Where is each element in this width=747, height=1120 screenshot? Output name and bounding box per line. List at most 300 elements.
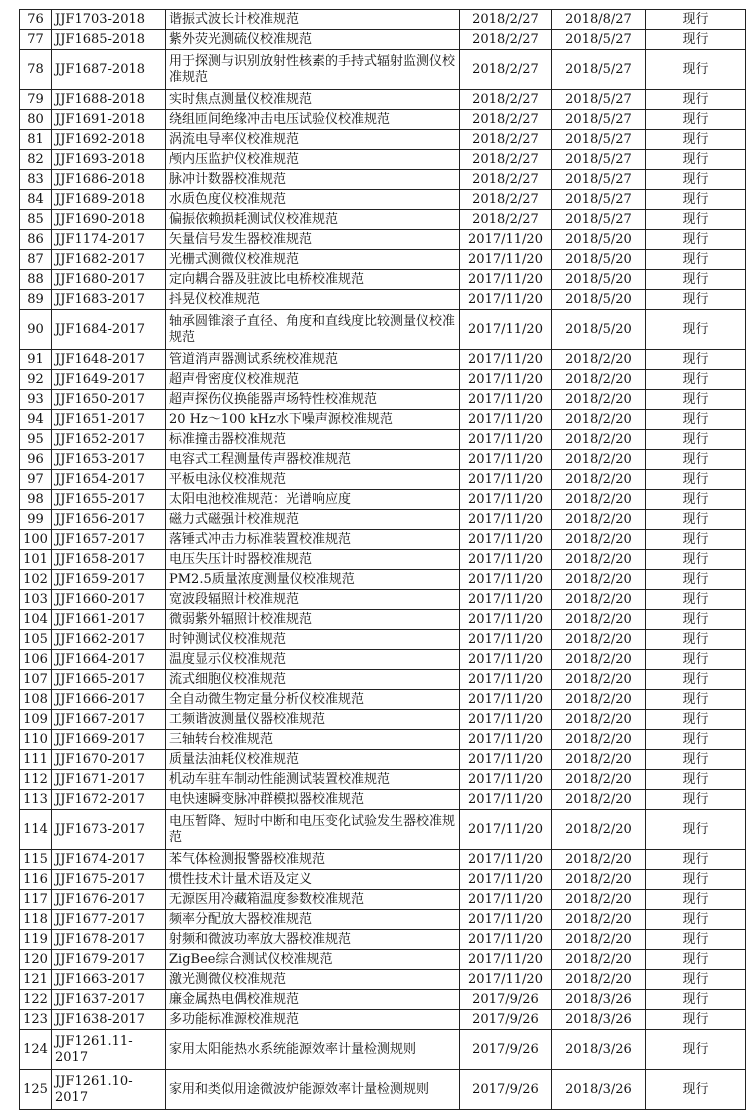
effective-date: 2018/2/20 xyxy=(552,970,646,990)
standard-name: 微弱紫外辐照计校准规范 xyxy=(166,610,460,630)
table-row xyxy=(20,650,746,670)
standard-name: 超声探伤仪换能器声场特性校准规范 xyxy=(166,390,460,410)
publish-date: 2017/11/20 xyxy=(460,730,552,750)
effective-date: 2018/2/20 xyxy=(552,410,646,430)
standard-name: 水质色度仪校准规范 xyxy=(166,190,460,210)
status-cell: 现行 xyxy=(646,410,746,430)
effective-date: 2018/2/20 xyxy=(552,630,646,650)
standard-name: 温度显示仪校准规范 xyxy=(166,650,460,670)
table-row xyxy=(20,30,746,50)
publish-date: 2017/11/20 xyxy=(460,250,552,270)
status-cell: 现行 xyxy=(646,710,746,730)
standard-name: 电压暂降、短时中断和电压变化试验发生器校准规范 xyxy=(166,810,460,850)
standard-name: 惯性技术计量术语及定义 xyxy=(166,870,460,890)
standard-code: JJF1661-2017 xyxy=(52,610,166,630)
publish-date: 2017/11/20 xyxy=(460,610,552,630)
standard-name: 绕组匝间绝缘冲击电压试验仪校准规范 xyxy=(166,110,460,130)
publish-date: 2017/11/20 xyxy=(460,930,552,950)
effective-date: 2018/3/26 xyxy=(552,1010,646,1030)
standard-code: JJF1675-2017 xyxy=(52,870,166,890)
row-number: 111 xyxy=(20,750,52,770)
standard-code: JJF1703-2018 xyxy=(52,10,166,30)
table-row xyxy=(20,690,746,710)
publish-date: 2018/2/27 xyxy=(460,50,552,90)
standard-code: JJF1666-2017 xyxy=(52,690,166,710)
table-row xyxy=(20,790,746,810)
standard-code: JJF1689-2018 xyxy=(52,190,166,210)
publish-date: 2018/2/27 xyxy=(460,10,552,30)
status-cell: 现行 xyxy=(646,750,746,770)
effective-date: 2018/5/20 xyxy=(552,290,646,310)
status-cell: 现行 xyxy=(646,690,746,710)
row-number: 85 xyxy=(20,210,52,230)
standard-name: 光栅式测微仪校准规范 xyxy=(166,250,460,270)
table-row xyxy=(20,870,746,890)
publish-date: 2017/11/20 xyxy=(460,850,552,870)
row-number: 116 xyxy=(20,870,52,890)
publish-date: 2017/11/20 xyxy=(460,630,552,650)
standard-code: JJF1654-2017 xyxy=(52,470,166,490)
standard-name: 轴承圆锥滚子直径、角度和直线度比较测量仪校准规范 xyxy=(166,310,460,350)
table-row xyxy=(20,110,746,130)
publish-date: 2017/11/20 xyxy=(460,890,552,910)
effective-date: 2018/2/20 xyxy=(552,750,646,770)
standard-name: 廉金属热电偶校准规范 xyxy=(166,990,460,1010)
table-row xyxy=(20,990,746,1010)
status-cell: 现行 xyxy=(646,850,746,870)
status-cell: 现行 xyxy=(646,770,746,790)
effective-date: 2018/5/27 xyxy=(552,90,646,110)
table-row xyxy=(20,950,746,970)
standard-name: 管道消声器测试系统校准规范 xyxy=(166,350,460,370)
row-number: 109 xyxy=(20,710,52,730)
standard-name: 脉冲计数器校准规范 xyxy=(166,170,460,190)
table-row xyxy=(20,910,746,930)
standard-code: JJF1662-2017 xyxy=(52,630,166,650)
standard-code: JJF1658-2017 xyxy=(52,550,166,570)
publish-date: 2017/11/20 xyxy=(460,450,552,470)
status-cell: 现行 xyxy=(646,930,746,950)
standard-code: JJF1683-2017 xyxy=(52,290,166,310)
effective-date: 2018/2/20 xyxy=(552,690,646,710)
status-cell: 现行 xyxy=(646,290,746,310)
publish-date: 2017/9/26 xyxy=(460,1070,552,1110)
publish-date: 2017/11/20 xyxy=(460,270,552,290)
status-cell: 现行 xyxy=(646,190,746,210)
row-number: 125 xyxy=(20,1070,52,1110)
table-row xyxy=(20,1030,746,1070)
status-cell: 现行 xyxy=(646,950,746,970)
table-row xyxy=(20,310,746,350)
publish-date: 2018/2/27 xyxy=(460,190,552,210)
row-number: 88 xyxy=(20,270,52,290)
effective-date: 2018/5/27 xyxy=(552,190,646,210)
row-number: 92 xyxy=(20,370,52,390)
status-cell: 现行 xyxy=(646,10,746,30)
row-number: 93 xyxy=(20,390,52,410)
table-row xyxy=(20,1070,746,1110)
table-row xyxy=(20,190,746,210)
row-number: 112 xyxy=(20,770,52,790)
table-row xyxy=(20,450,746,470)
standard-code: JJF1663-2017 xyxy=(52,970,166,990)
table-row xyxy=(20,270,746,290)
table-row xyxy=(20,170,746,190)
status-cell: 现行 xyxy=(646,910,746,930)
table-row xyxy=(20,850,746,870)
effective-date: 2018/2/20 xyxy=(552,390,646,410)
table-row xyxy=(20,130,746,150)
table-row xyxy=(20,290,746,310)
table-row xyxy=(20,550,746,570)
row-number: 103 xyxy=(20,590,52,610)
table-row xyxy=(20,590,746,610)
effective-date: 2018/2/20 xyxy=(552,950,646,970)
row-number: 117 xyxy=(20,890,52,910)
row-number: 95 xyxy=(20,430,52,450)
standard-code: JJF1682-2017 xyxy=(52,250,166,270)
row-number: 97 xyxy=(20,470,52,490)
status-cell: 现行 xyxy=(646,570,746,590)
standard-code: JJF1670-2017 xyxy=(52,750,166,770)
standard-name: 三轴转台校准规范 xyxy=(166,730,460,750)
standard-code: JJF1650-2017 xyxy=(52,390,166,410)
status-cell: 现行 xyxy=(646,110,746,130)
status-cell: 现行 xyxy=(646,90,746,110)
row-number: 99 xyxy=(20,510,52,530)
row-number: 121 xyxy=(20,970,52,990)
row-number: 113 xyxy=(20,790,52,810)
standard-name: 超声骨密度仪校准规范 xyxy=(166,370,460,390)
table-row xyxy=(20,410,746,430)
standard-name: 电压失压计时器校准规范 xyxy=(166,550,460,570)
standard-name: 矢量信号发生器校准规范 xyxy=(166,230,460,250)
row-number: 76 xyxy=(20,10,52,30)
effective-date: 2018/2/20 xyxy=(552,710,646,730)
standard-code: JJF1673-2017 xyxy=(52,810,166,850)
publish-date: 2017/11/20 xyxy=(460,710,552,730)
table-row xyxy=(20,890,746,910)
effective-date: 2018/2/20 xyxy=(552,430,646,450)
standard-name: 全自动微生物定量分析仪校准规范 xyxy=(166,690,460,710)
effective-date: 2018/5/27 xyxy=(552,170,646,190)
effective-date: 2018/2/20 xyxy=(552,870,646,890)
table-row xyxy=(20,390,746,410)
table-row xyxy=(20,530,746,550)
standard-name: 激光测微仪校准规范 xyxy=(166,970,460,990)
publish-date: 2017/11/20 xyxy=(460,810,552,850)
status-cell: 现行 xyxy=(646,470,746,490)
standard-code: JJF1664-2017 xyxy=(52,650,166,670)
table-row xyxy=(20,670,746,690)
publish-date: 2017/11/20 xyxy=(460,650,552,670)
table-row xyxy=(20,1010,746,1030)
standard-name: 射频和微波功率放大器校准规范 xyxy=(166,930,460,950)
standard-code: JJF1649-2017 xyxy=(52,370,166,390)
row-number: 118 xyxy=(20,910,52,930)
publish-date: 2017/11/20 xyxy=(460,510,552,530)
status-cell: 现行 xyxy=(646,30,746,50)
row-number: 114 xyxy=(20,810,52,850)
status-cell: 现行 xyxy=(646,50,746,90)
standard-code: JJF1637-2017 xyxy=(52,990,166,1010)
table-row xyxy=(20,90,746,110)
effective-date: 2018/2/20 xyxy=(552,910,646,930)
standard-name: 机动车驻车制动性能测试装置校准规范 xyxy=(166,770,460,790)
table-row xyxy=(20,970,746,990)
status-cell: 现行 xyxy=(646,730,746,750)
table-row xyxy=(20,770,746,790)
standard-name: 家用太阳能热水系统能源效率计量检测规则 xyxy=(166,1030,460,1070)
standard-code: JJF1648-2017 xyxy=(52,350,166,370)
status-cell: 现行 xyxy=(646,430,746,450)
status-cell: 现行 xyxy=(646,370,746,390)
standard-name: 无源医用冷藏箱温度参数校准规范 xyxy=(166,890,460,910)
publish-date: 2017/11/20 xyxy=(460,790,552,810)
table-row xyxy=(20,730,746,750)
table-row xyxy=(20,490,746,510)
row-number: 80 xyxy=(20,110,52,130)
publish-date: 2017/11/20 xyxy=(460,770,552,790)
publish-date: 2017/11/20 xyxy=(460,550,552,570)
row-number: 84 xyxy=(20,190,52,210)
standard-name: 20 Hz～100 kHz水下噪声源校准规范 xyxy=(166,410,460,430)
standard-name: 标准撞击器校准规范 xyxy=(166,430,460,450)
row-number: 106 xyxy=(20,650,52,670)
publish-date: 2017/11/20 xyxy=(460,470,552,490)
row-number: 105 xyxy=(20,630,52,650)
publish-date: 2017/11/20 xyxy=(460,570,552,590)
status-cell: 现行 xyxy=(646,610,746,630)
standard-code: JJF1651-2017 xyxy=(52,410,166,430)
standard-name: 定向耦合器及驻波比电桥校准规范 xyxy=(166,270,460,290)
standard-name: 抖晃仪校准规范 xyxy=(166,290,460,310)
publish-date: 2017/11/20 xyxy=(460,290,552,310)
table-row xyxy=(20,510,746,530)
table-row xyxy=(20,570,746,590)
standard-code: JJF1688-2018 xyxy=(52,90,166,110)
standard-code: JJF1656-2017 xyxy=(52,510,166,530)
effective-date: 2018/3/26 xyxy=(552,990,646,1010)
row-number: 120 xyxy=(20,950,52,970)
standard-name: 太阳电池校准规范：光谱响应度 xyxy=(166,490,460,510)
status-cell: 现行 xyxy=(646,590,746,610)
publish-date: 2017/11/20 xyxy=(460,910,552,930)
standard-name: 落锤式冲击力标准装置校准规范 xyxy=(166,530,460,550)
publish-date: 2017/11/20 xyxy=(460,230,552,250)
effective-date: 2018/2/20 xyxy=(552,650,646,670)
standard-name: 工频谐波测量仪器校准规范 xyxy=(166,710,460,730)
row-number: 87 xyxy=(20,250,52,270)
effective-date: 2018/2/20 xyxy=(552,730,646,750)
status-cell: 现行 xyxy=(646,790,746,810)
effective-date: 2018/5/27 xyxy=(552,50,646,90)
publish-date: 2017/11/20 xyxy=(460,490,552,510)
table-row xyxy=(20,210,746,230)
standard-code: JJF1691-2018 xyxy=(52,110,166,130)
table-row xyxy=(20,370,746,390)
publish-date: 2017/11/20 xyxy=(460,970,552,990)
standard-code: JJF1676-2017 xyxy=(52,890,166,910)
standard-name: 多功能标准源校准规范 xyxy=(166,1010,460,1030)
standard-name: ZigBee综合测试仪校准规范 xyxy=(166,950,460,970)
publish-date: 2017/11/20 xyxy=(460,950,552,970)
effective-date: 2018/5/27 xyxy=(552,130,646,150)
effective-date: 2018/2/20 xyxy=(552,530,646,550)
table-row xyxy=(20,610,746,630)
status-cell: 现行 xyxy=(646,510,746,530)
effective-date: 2018/5/27 xyxy=(552,150,646,170)
row-number: 81 xyxy=(20,130,52,150)
standard-code: JJF1672-2017 xyxy=(52,790,166,810)
publish-date: 2017/11/20 xyxy=(460,410,552,430)
row-number: 96 xyxy=(20,450,52,470)
standard-code: JJF1653-2017 xyxy=(52,450,166,470)
standard-code: JJF1665-2017 xyxy=(52,670,166,690)
row-number: 124 xyxy=(20,1030,52,1070)
standard-code: JJF1686-2018 xyxy=(52,170,166,190)
table-row xyxy=(20,230,746,250)
row-number: 94 xyxy=(20,410,52,430)
standard-name: 颅内压监护仪校准规范 xyxy=(166,150,460,170)
publish-date: 2018/2/27 xyxy=(460,170,552,190)
row-number: 123 xyxy=(20,1010,52,1030)
row-number: 104 xyxy=(20,610,52,630)
status-cell: 现行 xyxy=(646,1070,746,1110)
publish-date: 2018/2/27 xyxy=(460,210,552,230)
standard-code: JJF1261.11-2017 xyxy=(52,1030,166,1070)
publish-date: 2017/11/20 xyxy=(460,870,552,890)
standard-code: JJF1655-2017 xyxy=(52,490,166,510)
row-number: 90 xyxy=(20,310,52,350)
effective-date: 2018/2/20 xyxy=(552,590,646,610)
status-cell: 现行 xyxy=(646,990,746,1010)
effective-date: 2018/2/20 xyxy=(552,490,646,510)
effective-date: 2018/2/20 xyxy=(552,810,646,850)
effective-date: 2018/5/20 xyxy=(552,270,646,290)
standard-code: JJF1660-2017 xyxy=(52,590,166,610)
publish-date: 2017/11/20 xyxy=(460,430,552,450)
publish-date: 2018/2/27 xyxy=(460,90,552,110)
standard-name: 质量法油耗仪校准规范 xyxy=(166,750,460,770)
row-number: 91 xyxy=(20,350,52,370)
status-cell: 现行 xyxy=(646,250,746,270)
standard-name: PM2.5质量浓度测量仪校准规范 xyxy=(166,570,460,590)
effective-date: 2018/3/26 xyxy=(552,1070,646,1110)
status-cell: 现行 xyxy=(646,550,746,570)
standard-name: 实时焦点测量仪校准规范 xyxy=(166,90,460,110)
standard-code: JJF1174-2017 xyxy=(52,230,166,250)
row-number: 122 xyxy=(20,990,52,1010)
publish-date: 2017/11/20 xyxy=(460,530,552,550)
status-cell: 现行 xyxy=(646,490,746,510)
publish-date: 2018/2/27 xyxy=(460,130,552,150)
effective-date: 2018/5/20 xyxy=(552,250,646,270)
status-cell: 现行 xyxy=(646,530,746,550)
standard-code: JJF1679-2017 xyxy=(52,950,166,970)
standard-code: JJF1685-2018 xyxy=(52,30,166,50)
row-number: 119 xyxy=(20,930,52,950)
table-row xyxy=(20,250,746,270)
standard-code: JJF1671-2017 xyxy=(52,770,166,790)
status-cell: 现行 xyxy=(646,230,746,250)
status-cell: 现行 xyxy=(646,630,746,650)
row-number: 77 xyxy=(20,30,52,50)
publish-date: 2018/2/27 xyxy=(460,30,552,50)
standard-code: JJF1669-2017 xyxy=(52,730,166,750)
effective-date: 2018/2/20 xyxy=(552,470,646,490)
status-cell: 现行 xyxy=(646,810,746,850)
status-cell: 现行 xyxy=(646,170,746,190)
table-row xyxy=(20,150,746,170)
status-cell: 现行 xyxy=(646,390,746,410)
effective-date: 2018/3/26 xyxy=(552,1030,646,1070)
status-cell: 现行 xyxy=(646,890,746,910)
row-number: 78 xyxy=(20,50,52,90)
standard-name: 宽波段辐照计校准规范 xyxy=(166,590,460,610)
standard-code: JJF1677-2017 xyxy=(52,910,166,930)
effective-date: 2018/5/20 xyxy=(552,230,646,250)
effective-date: 2018/2/20 xyxy=(552,550,646,570)
standard-name: 电快速瞬变脉冲群模拟器校准规范 xyxy=(166,790,460,810)
status-cell: 现行 xyxy=(646,1010,746,1030)
standard-name: 磁力式磁强计校准规范 xyxy=(166,510,460,530)
publish-date: 2017/11/20 xyxy=(460,370,552,390)
effective-date: 2018/5/27 xyxy=(552,30,646,50)
status-cell: 现行 xyxy=(646,310,746,350)
standard-name: 平板电泳仪校准规范 xyxy=(166,470,460,490)
status-cell: 现行 xyxy=(646,970,746,990)
row-number: 101 xyxy=(20,550,52,570)
table-row xyxy=(20,930,746,950)
row-number: 82 xyxy=(20,150,52,170)
effective-date: 2018/2/20 xyxy=(552,610,646,630)
table-body xyxy=(20,10,746,1110)
row-number: 108 xyxy=(20,690,52,710)
effective-date: 2018/2/20 xyxy=(552,770,646,790)
table-row xyxy=(20,50,746,90)
publish-date: 2018/2/27 xyxy=(460,150,552,170)
row-number: 83 xyxy=(20,170,52,190)
row-number: 102 xyxy=(20,570,52,590)
effective-date: 2018/2/20 xyxy=(552,670,646,690)
standard-code: JJF1692-2018 xyxy=(52,130,166,150)
standard-name: 流式细胞仪校准规范 xyxy=(166,670,460,690)
status-cell: 现行 xyxy=(646,270,746,290)
status-cell: 现行 xyxy=(646,150,746,170)
effective-date: 2018/2/20 xyxy=(552,790,646,810)
row-number: 86 xyxy=(20,230,52,250)
row-number: 79 xyxy=(20,90,52,110)
effective-date: 2018/5/20 xyxy=(552,310,646,350)
publish-date: 2017/11/20 xyxy=(460,690,552,710)
row-number: 98 xyxy=(20,490,52,510)
status-cell: 现行 xyxy=(646,210,746,230)
standard-name: 用于探测与识别放射性核素的手持式辐射监测仪校准规范 xyxy=(166,50,460,90)
standard-name: 偏振依赖损耗测试仪校准规范 xyxy=(166,210,460,230)
effective-date: 2018/2/20 xyxy=(552,930,646,950)
effective-date: 2018/2/20 xyxy=(552,570,646,590)
publish-date: 2017/9/26 xyxy=(460,1010,552,1030)
standard-code: JJF1693-2018 xyxy=(52,150,166,170)
standard-code: JJF1687-2018 xyxy=(52,50,166,90)
table-row xyxy=(20,630,746,650)
status-cell: 现行 xyxy=(646,350,746,370)
status-cell: 现行 xyxy=(646,870,746,890)
standard-name: 谐振式波长计校准规范 xyxy=(166,10,460,30)
standard-code: JJF1667-2017 xyxy=(52,710,166,730)
effective-date: 2018/2/20 xyxy=(552,890,646,910)
